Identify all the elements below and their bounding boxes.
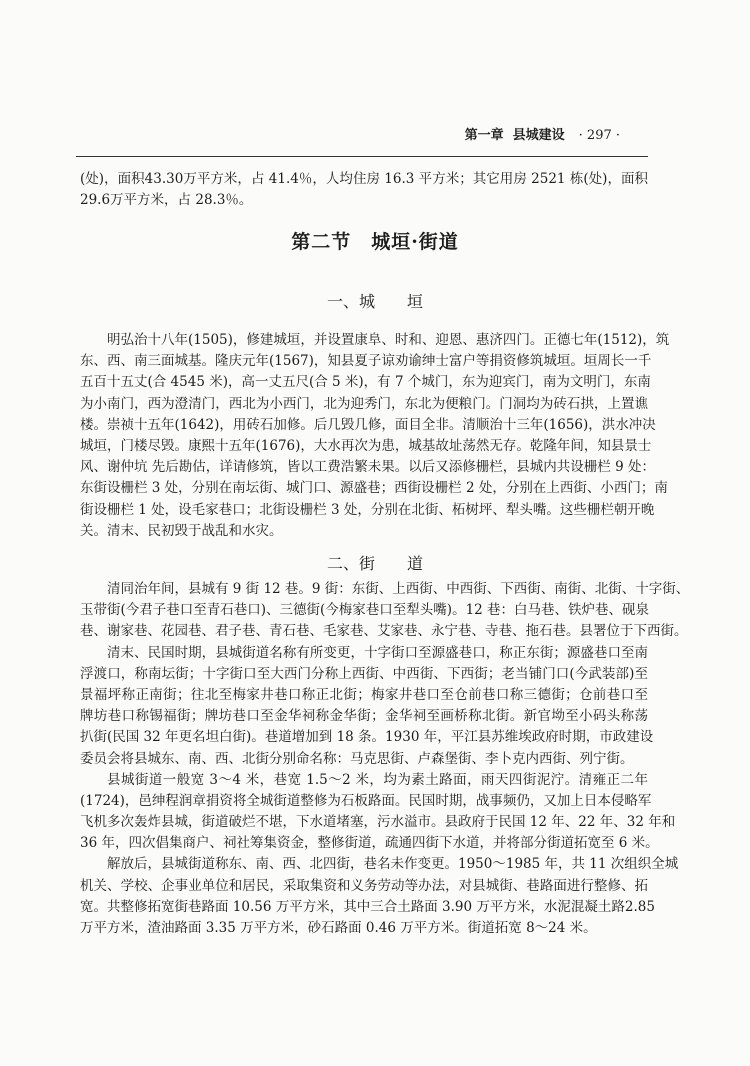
header-rule [76,156,648,157]
streets-body [80,579,690,939]
text-line: 巷、谢家巷、花园巷、君子巷、青石巷、毛家巷、艾家巷、永宁巷、寺巷、拖石巷。县署位于下西街。 [80,623,688,640]
paragraph [80,330,670,542]
city-wall-body [80,330,670,542]
text-line: 29.6万平方米，占 28.3％。 [80,192,253,209]
text-line: 风、谢仲坑 先后勘估，详请修筑，皆以工费浩繁未果。以后又添修栅栏，县城内共设栅栏 9 处： [80,459,655,476]
text-line: 清末、民国时期，县城街道名称有所变更，十字街口至源盛巷口，称正东街；源盛巷口至南 [107,644,648,661]
section-title: 第二节 城垣·街道 [291,231,459,253]
chapter-title: 第一章 县城建设 [464,128,565,143]
text-line: 关。清末、民初毁于战乱和水灾。 [80,522,283,539]
text-line: (处)，面积43.30万平方米，占 41.4％，人均住房 16.3 平方米；其它用房 2521 栋(处)，面积 [80,171,648,187]
text-line: 牌坊巷口称锡福街；牌坊巷口至金华祠称金华街；金华祠至画桥称北街。新官坳至小码头称荡 [80,708,648,725]
text-line: 委员会将县城东、南、西、北街分别命名称：马克思街、卢森堡街、李卜克内西街、列宁街。 [80,750,634,767]
text-line: 景福坪称正南街；往北至梅家井巷口称正北街；梅家井巷口至仓前巷口称三德街；仓前巷口至 [80,686,648,703]
text-line: 明弘治十八年(1505)，修建城垣，并设置康阜、时和、迎恩、惠济四门。正德七年(1512)，筑 [107,332,670,348]
text-line: (1724)，邑绅程润章捐资将全城街道整修为石板路面。民国时期，战事频仍，又加上日本侵略军 [80,792,652,809]
text-line: 清同治年间，县城有 9 街 12 巷。9 街：东街、上西街、中西街、下西街、南街、北街、十字街、 [107,581,690,597]
text-line: 飞机多次轰炸县城，街道破烂不堪，下水道堵塞，污水溢市。县政府于民国 12 年、22 年、32 年和 [80,814,676,831]
paragraph [80,770,676,855]
text-line: 楼。崇祯十五年(1642)，用砖石加修。后几毁几修，面目全非。清顺治十三年(1656)，洪水冲决 [80,416,656,433]
paragraph [80,169,648,211]
running-header [400,124,620,143]
text-line: 36 年，四次倡集商户、祠社筹集资金，整修街道，疏通四街下水道，并将部分街道拓宽至 6 米。 [80,835,659,852]
text-line: 宽。共整修拓宽街巷路面 10.56 万平方米，其中三合土路面 3.90 万平方米，水泥混凝土路2.85 [80,898,655,915]
text-line: 东、西、南三面城基。隆庆元年(1567)，知县夏子谅劝谕绅士富户等捐资修筑城垣。垣周长一千 [80,353,652,370]
text-line: 城垣，门楼尽毁。康熙十五年(1676)，大水再次为患，城基故址荡然无存。乾隆年间，知县景士 [80,437,652,454]
text-line: 为小南门，西为澄清门，西北为小西门，北为迎秀门，东北为便粮门。门洞均为砖石拱，上置谯 [80,395,648,412]
subsection-title-city-wall: 一、城 垣 [326,292,423,311]
text-line: 东街设栅栏 3 处，分别在南坛街、城门口、源盛巷；西街设栅栏 2 处，分别在上西街、小西门；南 [80,480,668,497]
continuation-paragraph [80,169,648,211]
text-line: 万平方米，渣油路面 3.35 万平方米，砂石路面 0.46 万平方米。街道拓宽 8～24 米。 [80,920,597,936]
text-line: 解放后，县城街道称东、南、西、北四街，巷名未作变更。1950～1985 年，共 11 次组织全城 [107,856,679,873]
paragraph [80,643,654,770]
text-line: 县城街道一般宽 3～4 米，巷宽 1.5～2 米，均为素土路面，雨天四街泥泞。清雍正二年 [107,771,648,788]
text-line: 机关、学校、企事业单位和居民，采取集资和义务劳动等办法，对县城街、巷路面进行整修、拓 [80,877,648,894]
subsection-title-streets: 二、街 道 [326,554,423,573]
text-line: 五百十五丈(合 4545 米)，高一丈五尺(合 5 米)，有 7 个城门，东为迎宾门，南为文明门，东南 [80,374,651,391]
paragraph [80,854,679,939]
text-line: 浮渡口，称南坛街；十字街口至大西门分称上西街、中西街、下西街；老当铺门口(今武装部)至 [80,665,648,682]
text-line: 街设栅栏 1 处，设毛家巷口；北街设栅栏 3 处，分别在北街、柘树坪、犁头嘴。这些栅栏朝开晚 [80,501,655,518]
paragraph [80,579,690,643]
text-line: 扒街(民国 32 年更名坦白街)。巷道增加到 18 条。1930 年，平江县苏维埃政府时期，市政建设 [80,729,654,746]
page-number: · 297 · [578,128,620,143]
text-line: 玉带街(今君子巷口至青石巷口)、三德街(今梅家巷口至犁头嘴)。12 巷：白马巷、铁炉巷、砚泉 [80,602,650,619]
